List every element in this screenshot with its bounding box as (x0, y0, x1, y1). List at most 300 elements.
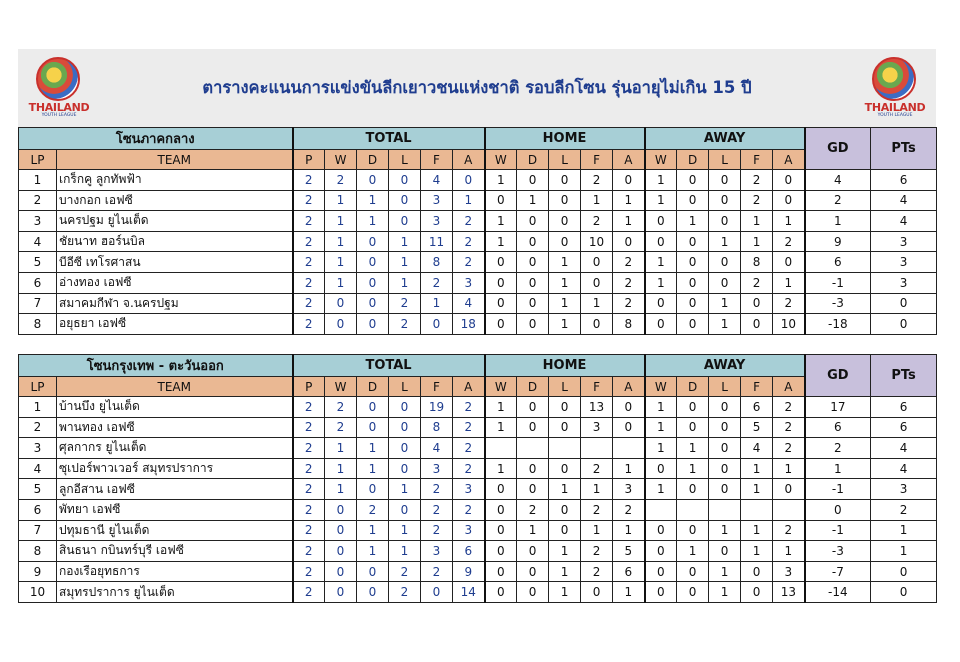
total-won-cell: 2 (325, 170, 357, 191)
group-header-row (19, 355, 937, 377)
total-d-header: D (357, 150, 389, 170)
position-cell: 7 (19, 293, 57, 314)
total-lost-cell: 0 (389, 499, 421, 520)
position-cell: 9 (19, 561, 57, 582)
home-lost-cell: 1 (549, 272, 581, 293)
away-drawn-cell: 0 (677, 231, 709, 252)
total-lost-cell: 0 (389, 397, 421, 418)
team-name-cell: พัทยา เอฟซี (57, 499, 293, 520)
home-lost-cell: 0 (549, 417, 581, 438)
away-lost-cell: 0 (709, 272, 741, 293)
standings-table-bangkok-east (18, 354, 937, 603)
points-cell: 0 (871, 582, 937, 603)
home-won-cell: 0 (485, 541, 517, 562)
total-goals-for-cell: 2 (421, 479, 453, 500)
page-title: ตารางคะแนนการแข่งขันลีกเยาวชนแห่งชาติ รอบลีกโซน รุ่นอายุไม่เกิน 15 ปี (202, 78, 752, 97)
total-lost-cell: 2 (389, 314, 421, 335)
total-won-cell: 1 (325, 479, 357, 500)
total-lost-cell: 1 (389, 479, 421, 500)
home-goals-against-cell: 5 (613, 541, 645, 562)
position-cell: 1 (19, 170, 57, 191)
away-goals-against-cell: 2 (773, 417, 805, 438)
home-won-cell: 0 (485, 190, 517, 211)
total-drawn-cell: 1 (357, 438, 389, 459)
total-won-cell: 0 (325, 541, 357, 562)
total-played-cell: 2 (293, 458, 325, 479)
away-won-cell: 1 (645, 417, 677, 438)
away-drawn-cell: 0 (677, 293, 709, 314)
total-played-cell: 2 (293, 272, 325, 293)
home-a-header: A (613, 150, 645, 170)
away-goals-against-cell: 10 (773, 314, 805, 335)
points-cell: 4 (871, 190, 937, 211)
away-goals-for-cell: 4 (741, 438, 773, 459)
away-header: AWAY (645, 355, 805, 377)
away-won-cell: 0 (645, 541, 677, 562)
goal-difference-cell: -18 (805, 314, 871, 335)
total-goals-against-cell: 3 (453, 272, 485, 293)
total-won-cell: 0 (325, 314, 357, 335)
away-lost-cell: 0 (709, 417, 741, 438)
home-lost-cell: 0 (549, 520, 581, 541)
away-won-cell: 0 (645, 582, 677, 603)
away-header: AWAY (645, 128, 805, 150)
total-won-cell: 1 (325, 458, 357, 479)
away-a-header: A (773, 150, 805, 170)
away-goals-for-cell: 1 (741, 520, 773, 541)
home-won-cell: 1 (485, 231, 517, 252)
home-f-header: F (581, 377, 613, 397)
total-goals-for-cell: 3 (421, 190, 453, 211)
away-goals-against-cell: 2 (773, 293, 805, 314)
away-won-cell: 0 (645, 458, 677, 479)
total-goals-against-cell: 2 (453, 499, 485, 520)
points-cell: 6 (871, 170, 937, 191)
column-header-row (19, 150, 937, 170)
away-d-header: D (677, 150, 709, 170)
total-won-cell: 1 (325, 272, 357, 293)
total-lost-cell: 2 (389, 561, 421, 582)
away-lost-cell: 0 (709, 541, 741, 562)
total-l-header: L (389, 150, 421, 170)
zone-name: โซนภาคกลาง (19, 128, 293, 150)
total-goals-against-cell: 14 (453, 582, 485, 603)
away-l-header: L (709, 150, 741, 170)
away-goals-against-cell: 13 (773, 582, 805, 603)
away-goals-for-cell: 5 (741, 417, 773, 438)
home-won-cell: 0 (485, 293, 517, 314)
total-drawn-cell: 1 (357, 541, 389, 562)
table-row (19, 520, 937, 541)
home-d-header: D (517, 377, 549, 397)
away-drawn-cell (677, 499, 709, 520)
away-f-header: F (741, 377, 773, 397)
team-header: TEAM (57, 150, 293, 170)
position-cell: 5 (19, 252, 57, 273)
total-played-cell: 2 (293, 293, 325, 314)
home-won-cell: 0 (485, 272, 517, 293)
group-header-row (19, 128, 937, 150)
home-goals-for-cell: 0 (581, 272, 613, 293)
total-d-header: D (357, 377, 389, 397)
home-lost-cell: 1 (549, 582, 581, 603)
total-goals-against-cell: 2 (453, 231, 485, 252)
total-drawn-cell: 0 (357, 231, 389, 252)
home-f-header: F (581, 150, 613, 170)
away-d-header: D (677, 377, 709, 397)
home-won-cell: 1 (485, 397, 517, 418)
gd-header: GD (805, 128, 871, 170)
logo-wordmark: THAILAND (864, 101, 926, 114)
total-played-cell: 2 (293, 314, 325, 335)
home-l-header: L (549, 377, 581, 397)
away-lost-cell: 0 (709, 211, 741, 232)
away-drawn-cell: 0 (677, 170, 709, 191)
away-goals-against-cell: 1 (773, 211, 805, 232)
total-played-cell: 2 (293, 231, 325, 252)
away-lost-cell: 0 (709, 252, 741, 273)
home-goals-for-cell: 10 (581, 231, 613, 252)
away-w-header: W (645, 150, 677, 170)
goal-difference-cell: 0 (805, 499, 871, 520)
thailand-youth-league-logo (860, 55, 930, 121)
logo-wordmark: THAILAND (28, 101, 90, 114)
away-goals-for-cell: 0 (741, 582, 773, 603)
position-cell: 7 (19, 520, 57, 541)
total-goals-against-cell: 9 (453, 561, 485, 582)
home-won-cell: 1 (485, 458, 517, 479)
away-goals-for-cell (741, 499, 773, 520)
table-row (19, 438, 937, 459)
goal-difference-cell: 2 (805, 190, 871, 211)
goal-difference-cell: 17 (805, 397, 871, 418)
home-goals-for-cell: 2 (581, 458, 613, 479)
points-cell: 1 (871, 541, 937, 562)
away-drawn-cell: 1 (677, 211, 709, 232)
total-drawn-cell: 0 (357, 252, 389, 273)
position-cell: 10 (19, 582, 57, 603)
team-name-cell: นครปฐม ยูไนเต็ด (57, 211, 293, 232)
total-f-header: F (421, 150, 453, 170)
home-won-cell (485, 438, 517, 459)
team-name-cell: อ่างทอง เอฟซี (57, 272, 293, 293)
home-drawn-cell: 1 (517, 190, 549, 211)
away-w-header: W (645, 377, 677, 397)
total-f-header: F (421, 377, 453, 397)
total-won-cell: 1 (325, 190, 357, 211)
home-drawn-cell: 0 (517, 582, 549, 603)
home-drawn-cell: 0 (517, 252, 549, 273)
home-won-cell: 0 (485, 252, 517, 273)
pts-header: PTs (871, 128, 937, 170)
home-won-cell: 0 (485, 561, 517, 582)
total-lost-cell: 1 (389, 231, 421, 252)
team-name-cell: อยุธยา เอฟซี (57, 314, 293, 335)
total-goals-against-cell: 2 (453, 438, 485, 459)
total-lost-cell: 1 (389, 272, 421, 293)
table-row (19, 293, 937, 314)
total-won-cell: 1 (325, 252, 357, 273)
total-played-cell: 2 (293, 520, 325, 541)
goal-difference-cell: -1 (805, 272, 871, 293)
total-lost-cell: 0 (389, 417, 421, 438)
home-lost-cell: 0 (549, 211, 581, 232)
team-name-cell: ศุลกากร ยูไนเต็ด (57, 438, 293, 459)
total-a-header: A (453, 150, 485, 170)
home-goals-against-cell: 1 (613, 458, 645, 479)
total-goals-for-cell: 8 (421, 252, 453, 273)
home-drawn-cell: 2 (517, 499, 549, 520)
home-lost-cell: 1 (549, 479, 581, 500)
team-name-cell: เกร็กคู ลูกทัพฟ้า (57, 170, 293, 191)
away-lost-cell: 1 (709, 520, 741, 541)
away-won-cell: 0 (645, 211, 677, 232)
home-l-header: L (549, 150, 581, 170)
home-drawn-cell: 0 (517, 417, 549, 438)
away-goals-for-cell: 2 (741, 190, 773, 211)
away-lost-cell: 0 (709, 397, 741, 418)
column-header-row (19, 377, 937, 397)
points-cell: 3 (871, 231, 937, 252)
table-row (19, 231, 937, 252)
goal-difference-cell: 1 (805, 458, 871, 479)
total-lost-cell: 1 (389, 520, 421, 541)
home-drawn-cell: 0 (517, 231, 549, 252)
home-goals-against-cell: 0 (613, 417, 645, 438)
total-lost-cell: 0 (389, 170, 421, 191)
home-drawn-cell: 0 (517, 211, 549, 232)
table-row (19, 541, 937, 562)
table-row (19, 314, 937, 335)
total-goals-for-cell: 1 (421, 293, 453, 314)
total-drawn-cell: 1 (357, 520, 389, 541)
away-lost-cell: 1 (709, 561, 741, 582)
position-cell: 1 (19, 397, 57, 418)
away-goals-against-cell: 1 (773, 272, 805, 293)
total-goals-for-cell: 4 (421, 170, 453, 191)
team-name-cell: ซุเปอร์พาวเวอร์ สมุทรปราการ (57, 458, 293, 479)
away-won-cell: 0 (645, 314, 677, 335)
total-played-cell: 2 (293, 190, 325, 211)
total-drawn-cell: 0 (357, 272, 389, 293)
away-goals-against-cell: 2 (773, 438, 805, 459)
team-name-cell: บ้านบึง ยูไนเต็ด (57, 397, 293, 418)
home-lost-cell: 0 (549, 397, 581, 418)
total-played-cell: 2 (293, 499, 325, 520)
home-lost-cell (549, 438, 581, 459)
total-played-cell: 2 (293, 211, 325, 232)
goal-difference-cell: 4 (805, 170, 871, 191)
table-row (19, 479, 937, 500)
away-won-cell: 1 (645, 190, 677, 211)
total-drawn-cell: 2 (357, 499, 389, 520)
total-won-cell: 0 (325, 293, 357, 314)
home-won-cell: 0 (485, 479, 517, 500)
home-goals-for-cell: 1 (581, 190, 613, 211)
total-goals-against-cell: 6 (453, 541, 485, 562)
away-won-cell: 1 (645, 252, 677, 273)
away-lost-cell: 1 (709, 314, 741, 335)
table-row (19, 499, 937, 520)
total-played-cell: 2 (293, 541, 325, 562)
away-goals-against-cell: 3 (773, 561, 805, 582)
total-goals-for-cell: 19 (421, 397, 453, 418)
home-goals-against-cell: 1 (613, 582, 645, 603)
away-drawn-cell: 0 (677, 397, 709, 418)
table-row (19, 561, 937, 582)
total-won-cell: 1 (325, 231, 357, 252)
total-header: TOTAL (293, 128, 485, 150)
table-row (19, 190, 937, 211)
goal-difference-cell: -7 (805, 561, 871, 582)
points-cell: 0 (871, 561, 937, 582)
team-name-cell: ลูกอีสาน เอฟซี (57, 479, 293, 500)
total-played-cell: 2 (293, 438, 325, 459)
total-goals-against-cell: 3 (453, 520, 485, 541)
points-cell: 1 (871, 520, 937, 541)
goal-difference-cell: 2 (805, 438, 871, 459)
away-drawn-cell: 0 (677, 520, 709, 541)
home-goals-against-cell: 1 (613, 211, 645, 232)
home-goals-against-cell: 1 (613, 190, 645, 211)
total-goals-against-cell: 2 (453, 458, 485, 479)
away-goals-against-cell: 0 (773, 190, 805, 211)
home-goals-against-cell: 2 (613, 272, 645, 293)
total-won-cell: 1 (325, 211, 357, 232)
away-goals-against-cell (773, 499, 805, 520)
home-goals-against-cell: 2 (613, 252, 645, 273)
home-drawn-cell: 0 (517, 479, 549, 500)
points-cell: 0 (871, 314, 937, 335)
team-name-cell: ชัยนาท ฮอร์นบิล (57, 231, 293, 252)
home-won-cell: 1 (485, 170, 517, 191)
total-goals-against-cell: 2 (453, 397, 485, 418)
team-name-cell: สมุทรปราการ ยูไนเต็ด (57, 582, 293, 603)
home-goals-against-cell: 2 (613, 293, 645, 314)
total-goals-against-cell: 2 (453, 211, 485, 232)
total-goals-for-cell: 2 (421, 561, 453, 582)
total-goals-for-cell: 11 (421, 231, 453, 252)
gd-header: GD (805, 355, 871, 397)
total-won-cell: 0 (325, 561, 357, 582)
total-l-header: L (389, 377, 421, 397)
away-goals-against-cell: 0 (773, 479, 805, 500)
home-drawn-cell: 0 (517, 397, 549, 418)
home-w-header: W (485, 150, 517, 170)
total-lost-cell: 1 (389, 252, 421, 273)
away-goals-against-cell: 0 (773, 170, 805, 191)
home-drawn-cell: 0 (517, 293, 549, 314)
goal-difference-cell: -3 (805, 541, 871, 562)
logo-subtitle: YOUTH LEAGUE (877, 113, 913, 118)
goal-difference-cell: -1 (805, 520, 871, 541)
home-header: HOME (485, 355, 645, 377)
team-name-cell: กองเรือยุทธการ (57, 561, 293, 582)
away-l-header: L (709, 377, 741, 397)
total-goals-for-cell: 4 (421, 438, 453, 459)
team-name-cell: พานทอง เอฟซี (57, 417, 293, 438)
total-lost-cell: 1 (389, 541, 421, 562)
home-goals-against-cell: 3 (613, 479, 645, 500)
total-goals-against-cell: 1 (453, 190, 485, 211)
total-won-cell: 2 (325, 417, 357, 438)
away-drawn-cell: 1 (677, 438, 709, 459)
total-drawn-cell: 0 (357, 170, 389, 191)
goal-difference-cell: -1 (805, 479, 871, 500)
position-cell: 2 (19, 190, 57, 211)
position-cell: 3 (19, 211, 57, 232)
team-name-cell: บีอีซี เทโรศาสน (57, 252, 293, 273)
home-goals-for-cell: 2 (581, 211, 613, 232)
home-won-cell: 0 (485, 314, 517, 335)
points-cell: 4 (871, 458, 937, 479)
table-row (19, 170, 937, 191)
home-won-cell: 0 (485, 582, 517, 603)
away-lost-cell: 0 (709, 458, 741, 479)
total-w-header: W (325, 150, 357, 170)
home-lost-cell: 1 (549, 314, 581, 335)
home-goals-for-cell: 3 (581, 417, 613, 438)
away-f-header: F (741, 150, 773, 170)
team-name-cell: สินธนา กบินทร์บุรี เอฟซี (57, 541, 293, 562)
home-goals-against-cell: 0 (613, 231, 645, 252)
home-goals-against-cell: 8 (613, 314, 645, 335)
home-d-header: D (517, 150, 549, 170)
total-drawn-cell: 0 (357, 479, 389, 500)
away-goals-for-cell: 1 (741, 231, 773, 252)
home-goals-against-cell: 2 (613, 499, 645, 520)
home-goals-for-cell: 2 (581, 499, 613, 520)
away-drawn-cell: 0 (677, 252, 709, 273)
total-goals-for-cell: 3 (421, 458, 453, 479)
away-lost-cell: 0 (709, 170, 741, 191)
away-goals-against-cell: 0 (773, 252, 805, 273)
standings-table-central (18, 127, 937, 335)
away-goals-for-cell: 2 (741, 272, 773, 293)
total-goals-against-cell: 0 (453, 170, 485, 191)
total-goals-against-cell: 3 (453, 479, 485, 500)
goal-difference-cell: -14 (805, 582, 871, 603)
away-won-cell: 1 (645, 397, 677, 418)
total-goals-for-cell: 2 (421, 499, 453, 520)
football-logo-icon (872, 57, 916, 101)
total-goals-against-cell: 2 (453, 252, 485, 273)
table-row (19, 417, 937, 438)
home-lost-cell: 1 (549, 541, 581, 562)
away-lost-cell: 1 (709, 293, 741, 314)
away-drawn-cell: 0 (677, 479, 709, 500)
home-goals-for-cell: 0 (581, 582, 613, 603)
points-cell: 3 (871, 272, 937, 293)
away-won-cell: 1 (645, 479, 677, 500)
home-goals-against-cell: 0 (613, 170, 645, 191)
total-lost-cell: 0 (389, 190, 421, 211)
home-lost-cell: 1 (549, 252, 581, 273)
team-name-cell: สมาคมกีฬา จ.นครปฐม (57, 293, 293, 314)
home-drawn-cell: 0 (517, 458, 549, 479)
home-drawn-cell: 1 (517, 520, 549, 541)
total-p-header: P (293, 150, 325, 170)
away-goals-against-cell: 2 (773, 397, 805, 418)
away-drawn-cell: 0 (677, 314, 709, 335)
total-lost-cell: 2 (389, 582, 421, 603)
points-cell: 4 (871, 438, 937, 459)
table-row (19, 252, 937, 273)
total-won-cell: 1 (325, 438, 357, 459)
position-cell: 4 (19, 231, 57, 252)
away-goals-against-cell: 1 (773, 541, 805, 562)
home-goals-against-cell: 1 (613, 520, 645, 541)
